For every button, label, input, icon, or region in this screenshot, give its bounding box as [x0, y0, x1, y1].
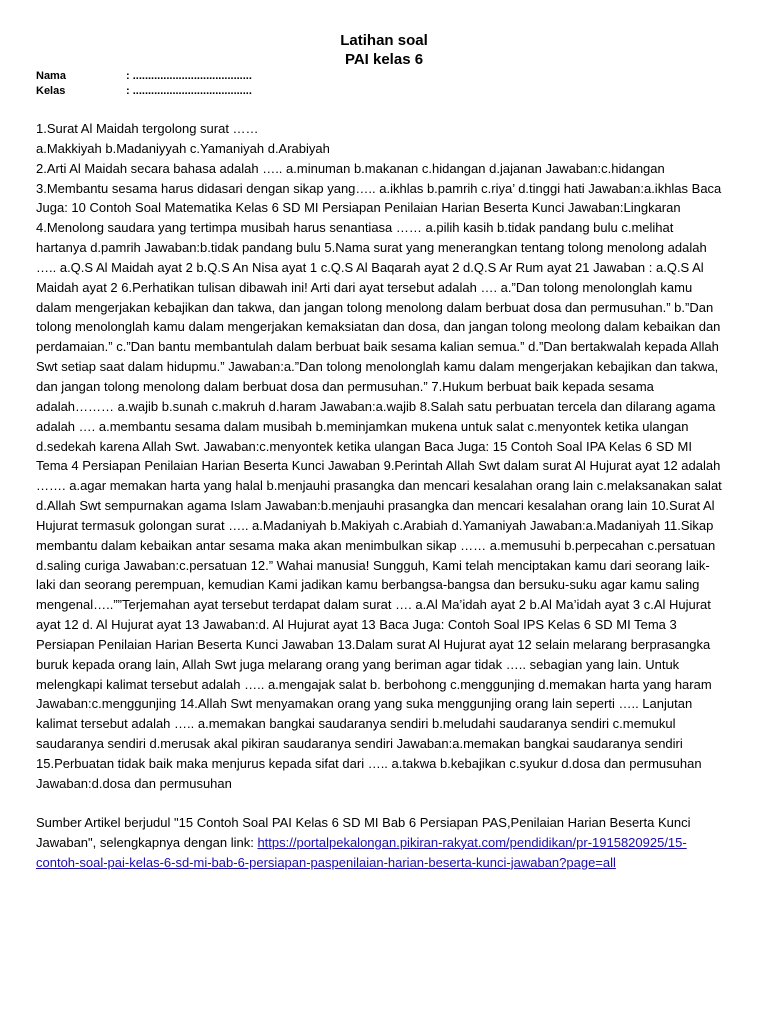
question-text-line: kalimat tersebut adalah ….. a.memakan bangkai saudaranya sendiri b.meludahi saudaranya sendiri c.memukul	[36, 716, 676, 732]
source-attribution	[36, 813, 736, 873]
source-text-prefix: Jawaban", selengkapnya dengan link:	[36, 834, 258, 850]
question-text-line: a.Makkiyah b.Madaniyyah c.Yamaniyah d.Arabiyah	[36, 140, 330, 156]
question-text-line: dan jangan tolong menolong dalam berbuat dosa dan permusuhan.” 7.Hukum berbuat baik kepada sesama	[36, 378, 654, 394]
question-text-line: saudaranya sendiri d.merusak akal pikiran saudaranya sendiri Jawaban:a.memakan bangkai saudaranya sendiri	[36, 736, 683, 752]
document-subtitle: PAI kelas 6	[344, 51, 424, 68]
source-text-line: Sumber Artikel berjudul "15 Contoh Soal PAI Kelas 6 SD MI Bab 6 Persiapan PAS,Penilaian Harian Beserta Kunci	[36, 815, 691, 830]
question-text-line: mengenal…..””Terjemahan ayat tersebut terdapat dalam surat …. a.Al Ma’idah ayat 2 b.Al Ma’idah ayat 3 c.Al Hujurat	[36, 597, 711, 613]
class-blank: : .......................................	[126, 85, 252, 97]
question-text-line: adalah …. a.membantu sesama dalam musibah b.meminjamkan mukena untuk salat c.menyontek ketika ulangan	[36, 418, 689, 434]
name-field-row	[36, 69, 252, 84]
question-text-line: tolong menolonglah kamu dalam mengerjakan kemaksiatan dan dosa, dan jangan tolong meolong dalam kebaikan dan	[36, 319, 721, 335]
question-text-line: adalah……… a.wajib b.sunah c.makruh d.haram Jawaban:a.wajib 8.Salah satu perbuatan tercela dan dilarang agama	[36, 398, 716, 414]
question-text-line: hartanya d.pamrih Jawaban:b.tidak pandang bulu 5.Nama surat yang menerangkan tentang tolong menolong adalah	[36, 240, 707, 256]
student-fields	[36, 69, 252, 99]
question-text-line: Persiapan Penilaian Harian Beserta Kunci Jawaban 13.Dalam surat Al Hujurat ayat 12 selain melarang berprasangka	[36, 636, 711, 652]
class-field-row	[36, 84, 252, 99]
question-text-line: Hujurat termasuk golongan surat ….. a.Madaniyah b.Makiyah c.Arabiah d.Yamaniyah Jawaban:a.Madaniyah 11.Sikap	[36, 517, 714, 533]
document-title: Latihan soal	[340, 32, 428, 49]
question-text-line: 3.Membantu sesama harus didasari dengan sikap yang….. a.ikhlas b.pamrih c.riya’ d.tinggi hati Jawaban:a.ikhlas Baca	[36, 180, 722, 196]
question-text-line: ayat 12 d. Al Hujurat ayat 13 Jawaban:d. Al Hujurat ayat 13 Baca Juga: Contoh Soal IPS Kelas 6 SD MI Tema 3	[36, 617, 677, 633]
name-blank: : .......................................	[126, 70, 252, 82]
question-text-line: membantu dalam kebaikan antar sesama maka akan menimbulkan sikap …… a.memusuhi b.perpecahan c.persatuan	[36, 537, 716, 553]
question-text-line: Jawaban:c.menggunjing 14.Allah Swt menyamakan orang yang suka menggunjing orang lain seperti ….. Lanjutan	[36, 696, 693, 712]
question-text-line: laki dan seorang perempuan, kemudian Kami jadikan kamu berbangsa-bangsa dan bersuku-suku agar kamu saling	[36, 577, 700, 593]
source-link[interactable]: https://portalpekalongan.pikiran-rakyat.com/pendidikan/pr-1915820925/15-	[257, 834, 687, 850]
question-text-line: d.saling curiga Jawaban:c.persatuan 12.” Wahai manusia! Sungguh, Kami telah menciptakan kamu dari seorang laik-	[36, 557, 710, 573]
question-text-line: 1.Surat Al Maidah tergolong surat ……	[36, 121, 259, 136]
question-text-line: Tema 4 Persiapan Penilaian Harian Beserta Kunci Jawaban 9.Perintah Allah Swt dalam surat Al Hujurat ayat 12 adalah	[36, 458, 721, 474]
question-text-line: Jawaban:d.dosa dan permusuhan	[36, 775, 232, 791]
question-text-line: ……. a.agar memakan harta yang halal b.menjauhi prasangka dan mencari kesalahan orang lain c.melaksanakan salat	[36, 478, 722, 494]
question-text-line: Juga: 10 Contoh Soal Matematika Kelas 6 SD MI Persiapan Penilaian Harian Beserta Kunci Jawaban:Lingkaran	[36, 200, 681, 216]
question-text-line: 2.Arti Al Maidah secara bahasa adalah ….. a.minuman b.makanan c.hidangan d.jajanan Jawaban:c.hidangan	[36, 160, 665, 176]
questions-body	[36, 119, 734, 794]
question-text-line: Maidah ayat 2 6.Perhatikan tulisan dibawah ini! Arti dari ayat tersebut adalah …. a.”Dan tolong menolonglah kamu	[36, 279, 693, 295]
question-text-line: 15.Perbuatan tidak baik maka menjurus kepada sifat dari ….. a.takwa b.kebajikan c.syukur d.dosa dan permusuhan	[36, 756, 702, 771]
source-link-line-2	[36, 853, 736, 873]
question-text-line: d.sedekah karena Allah Swt. Jawaban:c.menyontek ketika ulangan Baca Juga: 15 Contoh Soal IPA Kelas 6 SD MI	[36, 438, 692, 454]
question-text-line: melengkapi kalimat tersebut adalah ….. a.mengajak salat b. berbohong c.menggunjing d.memakan harta yang haram	[36, 676, 712, 692]
question-text-line: d.Allah Swt sempurnakan agama Islam Jawaban:b.menjauhi prasangka dan mencari kesalahan orang lain 10.Surat Al	[36, 498, 715, 514]
question-text-line: Swt setiap saat dalam hidupmu.” Jawaban:a.”Dan tolong menolonglah kamu dalam mengerjakan kebajikan dan takwa,	[36, 359, 719, 375]
question-text-line: 4.Menolong saudara yang tertimpa musibah harus senantiasa …… a.pilih kasih b.tidak pandang bulu c.melihat	[36, 220, 674, 236]
document-header	[0, 31, 768, 69]
class-label: Kelas	[36, 85, 66, 97]
question-text-line: perdamaian.” c.”Dan bantu membantulah dalam berbuat baik sesama kalian semua.” d.”Dan bertakwalah kepada Allah	[36, 339, 719, 355]
question-text-line: dalam mengerjakan kebajikan dan takwa, dan jangan tolong menolong dalam berbuat dosa dan permusuhan.” b.”Dan	[36, 299, 714, 315]
source-link-continued[interactable]: contoh-soal-pai-kelas-6-sd-mi-bab-6-persiapan-paspenilaian-harian-beserta-kunci-jawaban?page=all	[36, 854, 616, 870]
name-label: Nama	[36, 70, 66, 82]
source-link-line	[36, 833, 736, 853]
question-text-line: buruk kepada orang lain, Allah Swt juga melarang orang yang beriman agar tidak ….. sebagian yang lain. Untuk	[36, 656, 680, 672]
question-text-line: ….. a.Q.S Al Maidah ayat 2 b.Q.S An Nisa ayat 1 c.Q.S Al Baqarah ayat 2 d.Q.S Ar Rum ayat 21 Jawaban : a.Q.S Al	[36, 259, 704, 275]
